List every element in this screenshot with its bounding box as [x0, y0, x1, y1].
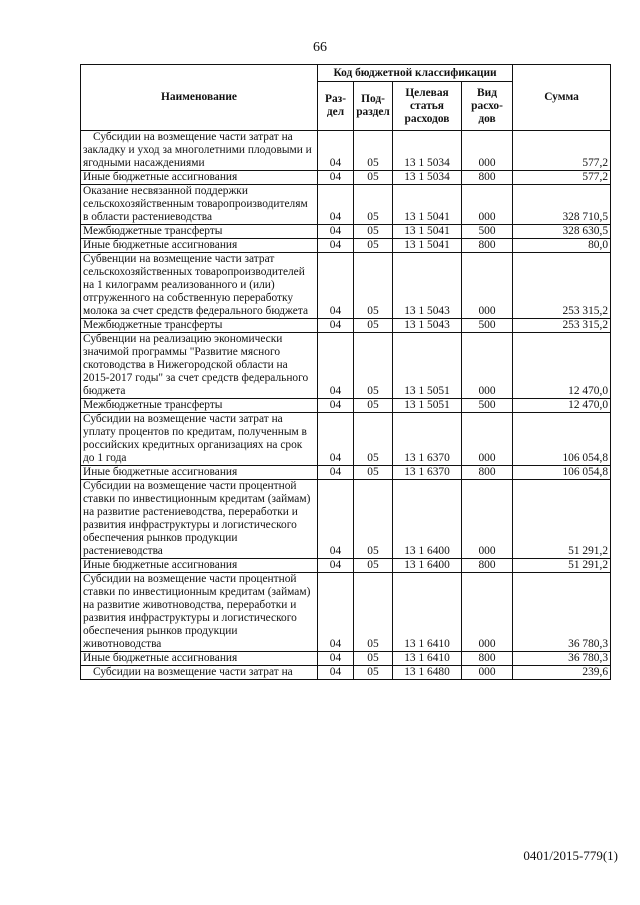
cell-sum: 328 710,5	[513, 185, 611, 225]
cell-kind: 000	[462, 573, 513, 652]
cell-subsection: 05	[354, 413, 393, 466]
cell-section: 04	[318, 573, 354, 652]
cell-subsection: 05	[354, 666, 393, 680]
cell-target: 13 1 5034	[393, 131, 462, 171]
cell-subsection: 05	[354, 225, 393, 239]
table-row	[81, 131, 611, 171]
cell-sum: 253 315,2	[513, 319, 611, 333]
cell-subsection: 05	[354, 559, 393, 573]
cell-name: Межбюджетные трансферты	[81, 399, 318, 413]
cell-target: 13 1 6410	[393, 573, 462, 652]
cell-section: 04	[318, 185, 354, 225]
cell-name: Субсидии на возмещение части затрат на закладку и уход за многолетними плодовыми и ягодными насаждениями	[81, 131, 318, 171]
cell-subsection: 05	[354, 185, 393, 225]
cell-kind: 500	[462, 319, 513, 333]
cell-name: Субвенции на возмещение части затрат сельскохозяйственных товаропроизводителей на 1 килограмм реализованного и (или) отгруженного на собственную переработку молока за счет средств федерального бюджета	[81, 253, 318, 319]
cell-section: 04	[318, 413, 354, 466]
cell-sum: 51 291,2	[513, 559, 611, 573]
page-number: 66	[313, 40, 327, 55]
cell-name: Субсидии на возмещение части затрат на уплату процентов по кредитам, полученным в российских кредитных организациях на срок до 1 года	[81, 413, 318, 466]
cell-section: 04	[318, 319, 354, 333]
cell-target: 13 1 5051	[393, 399, 462, 413]
cell-sum: 36 780,3	[513, 652, 611, 666]
header-name: Наименование	[81, 65, 318, 131]
cell-sum: 12 470,0	[513, 333, 611, 399]
cell-kind: 500	[462, 399, 513, 413]
cell-kind: 000	[462, 131, 513, 171]
cell-target: 13 1 6410	[393, 652, 462, 666]
table-row	[81, 413, 611, 466]
cell-target: 13 1 6400	[393, 480, 462, 559]
header-kind: Вид расхо- дов	[462, 82, 513, 131]
cell-name: Оказание несвязанной поддержки сельскохозяйственным товаропроизводителям в области растениеводства	[81, 185, 318, 225]
cell-target: 13 1 5041	[393, 225, 462, 239]
cell-subsection: 05	[354, 333, 393, 399]
cell-sum: 80,0	[513, 239, 611, 253]
cell-section: 04	[318, 253, 354, 319]
cell-section: 04	[318, 666, 354, 680]
cell-target: 13 1 5041	[393, 239, 462, 253]
cell-name: Субсидии на возмещение части затрат на	[81, 666, 318, 680]
cell-sum: 36 780,3	[513, 573, 611, 652]
cell-target: 13 1 5034	[393, 171, 462, 185]
cell-name: Межбюджетные трансферты	[81, 225, 318, 239]
cell-name: Иные бюджетные ассигнования	[81, 239, 318, 253]
header-code-group: Код бюджетной классификации	[318, 65, 513, 82]
cell-sum: 577,2	[513, 131, 611, 171]
table-header	[81, 65, 611, 131]
cell-kind: 000	[462, 253, 513, 319]
cell-section: 04	[318, 171, 354, 185]
cell-target: 13 1 5043	[393, 253, 462, 319]
table-row	[81, 253, 611, 319]
cell-sum: 577,2	[513, 171, 611, 185]
cell-subsection: 05	[354, 319, 393, 333]
cell-kind: 000	[462, 185, 513, 225]
table-row	[81, 225, 611, 239]
cell-target: 13 1 5041	[393, 185, 462, 225]
header-subsection: Под- раздел	[354, 82, 393, 131]
cell-subsection: 05	[354, 573, 393, 652]
table-row	[81, 185, 611, 225]
table-row	[81, 559, 611, 573]
table-row	[81, 666, 611, 680]
cell-kind: 800	[462, 559, 513, 573]
header-section: Раз- дел	[318, 82, 354, 131]
cell-subsection: 05	[354, 480, 393, 559]
cell-section: 04	[318, 559, 354, 573]
cell-section: 04	[318, 333, 354, 399]
cell-sum: 253 315,2	[513, 253, 611, 319]
cell-kind: 000	[462, 333, 513, 399]
cell-name: Межбюджетные трансферты	[81, 319, 318, 333]
cell-subsection: 05	[354, 399, 393, 413]
cell-target: 13 1 5043	[393, 319, 462, 333]
cell-section: 04	[318, 480, 354, 559]
cell-subsection: 05	[354, 652, 393, 666]
cell-name: Субсидии на возмещение части процентной ставки по инвестиционным кредитам (займам) на развитие животноводства, переработки и развития инфраструктуры и логистического обеспечения рынков продукции животноводства	[81, 573, 318, 652]
cell-sum: 328 630,5	[513, 225, 611, 239]
table-row	[81, 171, 611, 185]
cell-kind: 000	[462, 666, 513, 680]
cell-target: 13 1 6370	[393, 413, 462, 466]
cell-kind: 800	[462, 239, 513, 253]
cell-section: 04	[318, 239, 354, 253]
cell-kind: 000	[462, 480, 513, 559]
cell-sum: 51 291,2	[513, 480, 611, 559]
table-row	[81, 466, 611, 480]
table-row	[81, 480, 611, 559]
cell-target: 13 1 6400	[393, 559, 462, 573]
table-row	[81, 239, 611, 253]
cell-subsection: 05	[354, 131, 393, 171]
cell-kind: 800	[462, 171, 513, 185]
cell-target: 13 1 6480	[393, 666, 462, 680]
table-row	[81, 333, 611, 399]
cell-sum: 106 054,8	[513, 466, 611, 480]
cell-kind: 800	[462, 466, 513, 480]
cell-kind: 800	[462, 652, 513, 666]
table-row	[81, 319, 611, 333]
cell-name: Субвенции на реализацию экономически значимой программы "Развитие мясного скотоводства в Нижегородской области на 2015-2017 годы" за счет средств федерального бюджета	[81, 333, 318, 399]
cell-name: Иные бюджетные ассигнования	[81, 652, 318, 666]
cell-sum: 239,6	[513, 666, 611, 680]
cell-kind: 500	[462, 225, 513, 239]
cell-name: Иные бюджетные ассигнования	[81, 466, 318, 480]
cell-sum: 106 054,8	[513, 413, 611, 466]
cell-target: 13 1 6370	[393, 466, 462, 480]
cell-name: Иные бюджетные ассигнования	[81, 171, 318, 185]
cell-target: 13 1 5051	[393, 333, 462, 399]
cell-kind: 000	[462, 413, 513, 466]
cell-section: 04	[318, 466, 354, 480]
header-sum: Сумма	[513, 65, 611, 131]
budget-table	[80, 64, 611, 680]
table-row	[81, 573, 611, 652]
cell-section: 04	[318, 652, 354, 666]
header-target: Целевая статья расходов	[393, 82, 462, 131]
table-body	[81, 131, 611, 680]
cell-subsection: 05	[354, 253, 393, 319]
cell-section: 04	[318, 399, 354, 413]
cell-name: Иные бюджетные ассигнования	[81, 559, 318, 573]
cell-subsection: 05	[354, 466, 393, 480]
cell-subsection: 05	[354, 171, 393, 185]
document-code: 0401/2015-779(1)	[523, 848, 618, 863]
cell-sum: 12 470,0	[513, 399, 611, 413]
table-row	[81, 652, 611, 666]
table-row	[81, 399, 611, 413]
cell-section: 04	[318, 225, 354, 239]
cell-section: 04	[318, 131, 354, 171]
cell-subsection: 05	[354, 239, 393, 253]
cell-name: Субсидии на возмещение части процентной ставки по инвестиционным кредитам (займам) на развитие растениеводства, переработки и развития инфраструктуры и логистического обеспечения рынков продукции растениеводства	[81, 480, 318, 559]
